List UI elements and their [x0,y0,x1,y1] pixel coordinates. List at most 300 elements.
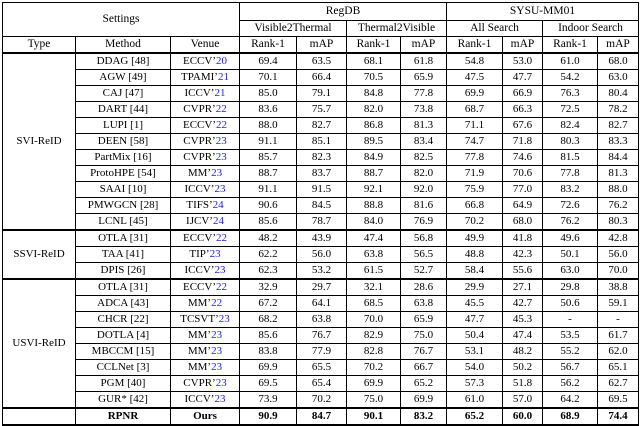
metric-cell: 65.2 [447,408,503,425]
metric-cell: 62.2 [240,247,297,263]
method-cell: DEEN [58] [76,134,171,150]
table-row [3,279,639,296]
venue-name: TIP’ [189,247,210,260]
metric-cell: 70.2 [447,214,503,231]
method-cell: TAA [41] [76,247,171,263]
metric-cell: 53.5 [543,328,598,344]
venue-name: TIFS’ [186,198,213,211]
metric-cell: 74.4 [598,408,639,425]
metric-cell: 68.5 [347,296,401,312]
metric-cell: 65.9 [401,312,447,328]
metric-cell: 65.1 [598,360,639,376]
table-row [3,150,639,166]
metric-cell: 77.8 [447,150,503,166]
venue-year: 23 [214,182,226,195]
metric-cell: 53.1 [447,344,503,360]
metric-cell: 80.3 [543,134,598,150]
metric-cell: 51.8 [503,376,543,392]
metric-cell: 91.5 [297,182,347,198]
metric-cell: 32.9 [240,279,297,296]
table-row [3,328,639,344]
venue-year: 23 [215,134,227,147]
metric-cell: 70.0 [598,263,639,280]
method-cell: DPIS [26] [76,263,171,280]
metric-cell: 56.0 [297,247,347,263]
venue-cell [171,70,240,86]
metric-cell: 56.5 [401,247,447,263]
metric-cell: 82.7 [297,118,347,134]
venue-year: 22 [211,296,223,309]
col-header-map: mAP [598,37,639,54]
method-cell: AGW [49] [76,70,171,86]
metric-cell: 84.0 [347,214,401,231]
method-cell: GUR* [42] [76,392,171,409]
metric-cell: 62.0 [598,344,639,360]
venue-year: 23 [214,263,226,276]
venue-year: 23 [215,376,227,389]
table-row [3,376,639,392]
method-cell: CHCR [22] [76,312,171,328]
metric-cell: 84.7 [297,408,347,425]
col-header-map: mAP [401,37,447,54]
metric-cell: 57.3 [447,376,503,392]
metric-cell: 66.3 [503,102,543,118]
metric-cell: 63.0 [598,70,639,86]
venue-cell [171,150,240,166]
metric-cell: 76.7 [401,344,447,360]
metric-cell: 82.8 [347,344,401,360]
venue-year: 23 [218,312,230,325]
metric-cell: 70.5 [347,70,401,86]
metric-cell: 78.7 [297,214,347,231]
metric-cell: 70.1 [240,70,297,86]
metric-cell: 88.8 [347,198,401,214]
metric-cell: 88.7 [347,166,401,182]
method-cell: SAAI [10] [76,182,171,198]
metric-cell: 76.2 [598,198,639,214]
metric-cell: - [598,312,639,328]
method-cell: LCNL [45] [76,214,171,231]
mode-header-thermal2visible: Thermal2Visible [347,21,447,37]
metric-cell: 70.2 [347,360,401,376]
metric-cell: 38.8 [598,279,639,296]
table-row [3,166,639,182]
metric-cell: 83.7 [297,166,347,182]
metric-cell: 63.8 [401,296,447,312]
metric-cell: 75.9 [447,182,503,198]
metric-cell: 56.0 [598,247,639,263]
metric-cell: 63.0 [543,263,598,280]
venue-name: IJCV’ [186,214,213,227]
metric-cell: 80.3 [598,214,639,231]
table-header [3,3,639,54]
metric-cell: 72.5 [543,102,598,118]
metric-cell: 65.5 [297,360,347,376]
metric-cell: 82.3 [297,150,347,166]
metric-cell: 48.2 [240,230,297,247]
venue-name: ICCV’ [184,86,215,99]
venue-year: 20 [216,54,227,67]
venue-name: ECCV’ [183,118,216,131]
metric-cell: 76.3 [543,86,598,102]
dataset-header-sysu: SYSU-MM01 [447,3,639,21]
metric-cell: 41.8 [503,230,543,247]
method-cell: PartMix [16] [76,150,171,166]
metric-cell: 83.3 [598,134,639,150]
metric-cell: 82.5 [401,150,447,166]
metric-cell: 68.0 [598,53,639,70]
venue-name: MM’ [187,360,212,373]
venue-cell [171,344,240,360]
venue-name: TCSVT’ [180,312,219,325]
table-row [3,230,639,247]
metric-cell: 58.4 [447,263,503,280]
metric-cell: - [543,312,598,328]
metric-cell: 45.3 [503,312,543,328]
venue-cell [171,312,240,328]
metric-cell: 64.9 [503,198,543,214]
metric-cell: 63.8 [347,247,401,263]
venue-cell [171,118,240,134]
metric-cell: 54.8 [447,53,503,70]
metric-cell: 83.2 [543,182,598,198]
row-group-type [3,408,76,425]
venue-year: 23 [215,150,227,163]
metric-cell: 69.9 [447,86,503,102]
metric-cell: 88.0 [240,118,297,134]
metric-cell: 47.5 [447,70,503,86]
venue-year: 24 [212,214,224,227]
metric-cell: 84.5 [297,198,347,214]
method-cell: CAJ [47] [76,86,171,102]
metric-cell: 50.4 [447,328,503,344]
venue-name: ICCV’ [184,392,215,405]
venue-cell [171,214,240,231]
metric-cell: 82.9 [347,328,401,344]
metric-cell: 62.7 [598,376,639,392]
metric-cell: 63.5 [297,53,347,70]
metric-cell: 75.0 [347,392,401,409]
metric-cell: 29.9 [447,279,503,296]
metric-cell: 50.2 [503,360,543,376]
metric-cell: 42.3 [503,247,543,263]
metric-cell: 69.9 [401,392,447,409]
metric-cell: 71.9 [447,166,503,182]
metric-cell: 64.2 [543,392,598,409]
table-row [3,247,639,263]
venue-cell [171,296,240,312]
dataset-header-regdb: RegDB [240,3,447,21]
metric-cell: 68.1 [347,53,401,70]
metric-cell: 56.7 [543,360,598,376]
metric-cell: 56.8 [401,230,447,247]
metric-cell: 70.0 [347,312,401,328]
venue-cell [171,53,240,70]
metric-cell: 85.1 [297,134,347,150]
venue-cell [171,279,240,296]
table-body [3,53,639,425]
metric-cell: 78.2 [598,102,639,118]
venue-cell [171,408,240,425]
col-header-map: mAP [503,37,543,54]
metric-cell: 71.8 [503,134,543,150]
metric-cell: 82.0 [401,166,447,182]
metric-cell: 54.0 [447,360,503,376]
metric-cell: 67.2 [240,296,297,312]
venue-name: MM’ [187,296,212,309]
venue-year: 23 [211,328,223,341]
table-row [3,312,639,328]
metric-cell: 61.0 [447,392,503,409]
metric-cell: 48.2 [503,344,543,360]
metric-cell: 69.5 [240,376,297,392]
metric-cell: 74.7 [447,134,503,150]
venue-year: 23 [211,166,223,179]
row-group-type: SVI-ReID [3,53,76,230]
metric-cell: 88.0 [598,182,639,198]
metric-cell: 83.2 [401,408,447,425]
metric-cell: 90.1 [347,408,401,425]
method-cell: PMWGCN [28] [76,198,171,214]
col-header-rank1: Rank-1 [240,37,297,54]
metric-cell: 77.9 [297,344,347,360]
metric-cell: 43.9 [297,230,347,247]
venue-cell [171,134,240,150]
metric-cell: 69.5 [598,392,639,409]
metric-cell: 68.2 [240,312,297,328]
metric-cell: 61.7 [598,328,639,344]
metric-cell: 84.8 [347,86,401,102]
metric-cell: 62.3 [240,263,297,280]
metric-cell: 66.9 [503,86,543,102]
venue-year: 21 [217,70,229,83]
table-row [3,53,639,70]
metric-cell: 75.7 [297,102,347,118]
metric-cell: 85.6 [240,328,297,344]
method-cell: ADCA [43] [76,296,171,312]
venue-year: 22 [216,118,227,131]
metric-cell: 61.5 [347,263,401,280]
metric-cell: 63.8 [297,312,347,328]
metric-cell: 48.8 [447,247,503,263]
metric-cell: 77.0 [503,182,543,198]
metric-cell: 82.7 [598,118,639,134]
metric-cell: 85.7 [240,150,297,166]
metric-cell: 73.9 [240,392,297,409]
venue-cell [171,376,240,392]
metric-cell: 53.2 [297,263,347,280]
metric-cell: 32.1 [347,279,401,296]
header-row-columns [3,37,639,54]
venue-cell [171,360,240,376]
metric-cell: 69.9 [240,360,297,376]
col-header-type: Type [3,37,76,54]
venue-name: MM’ [187,328,212,341]
metric-cell: 70.6 [503,166,543,182]
mode-header-all-search: All Search [447,21,543,37]
metric-cell: 77.8 [543,166,598,182]
metric-cell: 42.7 [503,296,543,312]
metric-cell: 59.1 [598,296,639,312]
metric-cell: 83.4 [401,134,447,150]
metric-cell: 81.3 [401,118,447,134]
metric-cell: 76.7 [297,328,347,344]
venue-year: 22 [216,280,227,293]
venue-name: CVPR’ [183,150,216,163]
venue-cell [171,166,240,182]
metric-cell: 91.1 [240,134,297,150]
venue-name: MM’ [187,344,212,357]
method-cell: OTLA [31] [76,279,171,296]
metric-cell: 90.9 [240,408,297,425]
venue-year: 21 [214,86,226,99]
venue-year: 23 [211,360,223,373]
metric-cell: 47.4 [503,328,543,344]
venue-year: 22 [216,231,227,244]
metric-cell: 47.7 [447,312,503,328]
metric-cell: 68.0 [503,214,543,231]
col-header-rank1: Rank-1 [543,37,598,54]
metric-cell: 56.2 [543,376,598,392]
metric-cell: 84.4 [598,150,639,166]
metric-cell: 85.0 [240,86,297,102]
table-row [3,214,639,231]
venue-cell [171,182,240,198]
metric-cell: 92.0 [401,182,447,198]
metric-cell: 85.6 [240,214,297,231]
metric-cell: 82.4 [543,118,598,134]
venue-name: ECCV’ [183,231,216,244]
metric-cell: 27.1 [503,279,543,296]
metric-cell: 28.6 [401,279,447,296]
col-header-venue: Venue [171,37,240,54]
metric-cell: 82.0 [347,102,401,118]
metric-cell: 73.8 [401,102,447,118]
metric-cell: 75.0 [401,328,447,344]
venue-name: ICCV’ [184,182,215,195]
metric-cell: 84.9 [347,150,401,166]
metric-cell: 66.8 [447,198,503,214]
metric-cell: 54.2 [543,70,598,86]
col-header-method: Method [76,37,171,54]
venue-name: ICCV’ [184,263,215,276]
method-cell: CCLNet [3] [76,360,171,376]
metric-cell: 67.6 [503,118,543,134]
method-cell: DDAG [48] [76,53,171,70]
method-cell: OTLA [31] [76,230,171,247]
metric-cell: 69.4 [240,53,297,70]
metric-cell: 29.8 [543,279,598,296]
metric-cell: 65.9 [401,70,447,86]
metric-cell: 52.7 [401,263,447,280]
metric-cell: 89.5 [347,134,401,150]
metric-cell: 92.1 [347,182,401,198]
venue-name: CVPR’ [183,102,216,115]
venue-year: 24 [212,198,224,211]
venue-cell [171,198,240,214]
metric-cell: 83.6 [240,102,297,118]
metric-cell: 42.8 [598,230,639,247]
table-row [3,263,639,280]
method-cell: PGM [40] [76,376,171,392]
table-row [3,118,639,134]
metric-cell: 86.8 [347,118,401,134]
table-row [3,134,639,150]
table-row [3,86,639,102]
metric-cell: 50.1 [543,247,598,263]
mode-header-visible2thermal: Visible2Thermal [240,21,347,37]
table-row [3,198,639,214]
venue-name: CVPR’ [183,134,216,147]
metric-cell: 74.6 [503,150,543,166]
venue-cell [171,263,240,280]
metric-cell: 88.7 [240,166,297,182]
metric-cell: 91.1 [240,182,297,198]
venue-year: 23 [209,247,221,260]
row-group-type: USVI-ReID [3,279,76,408]
table-row [3,296,639,312]
metric-cell: 81.6 [401,198,447,214]
venue-name: ECCV’ [183,280,216,293]
metric-cell: 90.6 [240,198,297,214]
metric-cell: 47.4 [347,230,401,247]
metric-cell: 49.6 [543,230,598,247]
metric-cell: 83.8 [240,344,297,360]
venue-cell [171,230,240,247]
method-cell: RPNR [76,408,171,425]
metric-cell: 68.9 [543,408,598,425]
method-cell: MBCCM [15] [76,344,171,360]
venue-cell [171,102,240,118]
metric-cell: 65.2 [401,376,447,392]
metric-cell: 80.4 [598,86,639,102]
metric-cell: 55.6 [503,263,543,280]
metric-cell: 77.8 [401,86,447,102]
header-row-datasets [3,3,639,21]
method-cell: LUPI [1] [76,118,171,134]
metric-cell: 66.4 [297,70,347,86]
venue-year: 22 [215,102,227,115]
metric-cell: 61.8 [401,53,447,70]
venue-year: 23 [214,392,226,405]
row-group-type: SSVI-ReID [3,230,76,279]
venue-name: MM’ [187,166,212,179]
venue-year: 23 [211,344,223,357]
col-header-rank1: Rank-1 [347,37,401,54]
ours-row [3,408,639,425]
venue-name: ECCV’ [183,54,216,67]
method-cell: DOTLA [4] [76,328,171,344]
settings-header: Settings [3,3,240,37]
col-header-map: mAP [297,37,347,54]
metric-cell: 61.0 [543,53,598,70]
metric-cell: 45.5 [447,296,503,312]
method-cell: ProtoHPE [54] [76,166,171,182]
metric-cell: 29.7 [297,279,347,296]
metric-cell: 60.0 [503,408,543,425]
metric-cell: 55.2 [543,344,598,360]
table-row [3,360,639,376]
metric-cell: 68.7 [447,102,503,118]
method-cell: DART [44] [76,102,171,118]
table-row [3,70,639,86]
metric-cell: 50.6 [543,296,598,312]
mode-header-indoor-search: Indoor Search [543,21,639,37]
venue-cell [171,247,240,263]
table-row [3,392,639,409]
metric-cell: 47.7 [503,70,543,86]
metric-cell: 69.9 [347,376,401,392]
